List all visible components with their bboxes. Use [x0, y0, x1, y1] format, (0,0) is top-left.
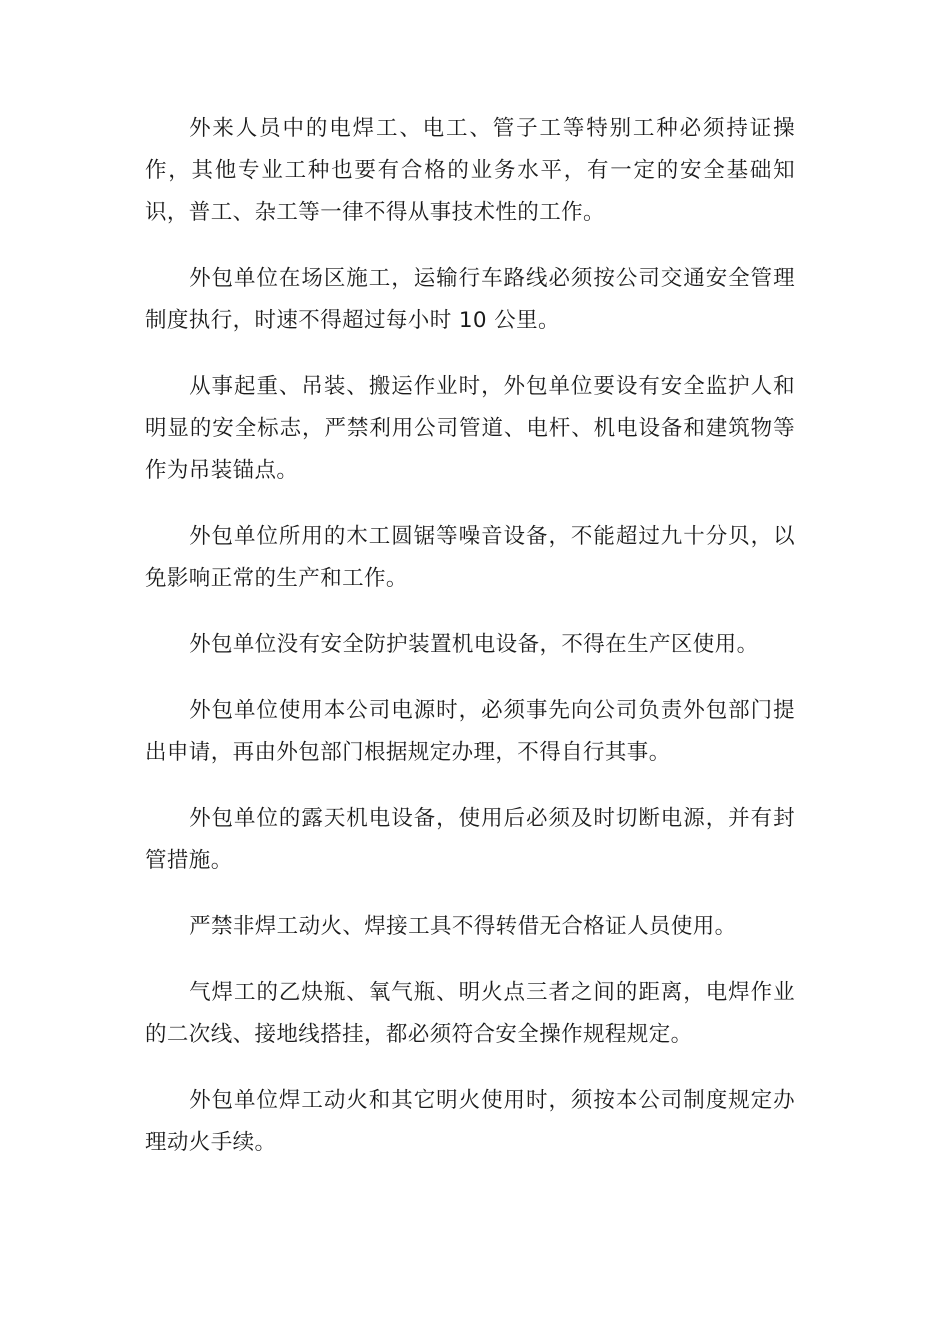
paragraph-outdoor-equipment: 外包单位的露天机电设备，使用后必须及时切断电源，并有封管措施。	[145, 806, 795, 873]
paragraph-traffic-speed: 外包单位在场区施工，运输行车路线必须按公司交通安全管理制度执行，时速不得超过每小时 10 公里。	[145, 266, 795, 333]
paragraph-hot-work-permit: 外包单位焊工动火和其它明火使用时，须按本公司制度规定办理动火手续。	[145, 1088, 795, 1155]
paragraph-lifting-work: 从事起重、吊装、搬运作业时，外包单位要设有安全监护人和明显的安全标志，严禁利用公司管道、电杆、机电设备和建筑物等作为吊装锚点。	[145, 374, 795, 483]
paragraph-protective-devices: 外包单位没有安全防护装置机电设备，不得在生产区使用。	[189, 632, 759, 657]
paragraph-power-usage: 外包单位使用本公司电源时，必须事先向公司负责外包部门提出申请，再由外包部门根据规定办理，不得自行其事。	[145, 698, 795, 765]
paragraph-noise-limit: 外包单位所用的木工圆锯等噪音设备，不能超过九十分贝，以免影响正常的生产和工作。	[145, 524, 795, 591]
paragraph-certified-workers: 外来人员中的电焊工、电工、管子工等特别工种必须持证操作，其他专业工种也要有合格的业务水平，有一定的安全基础知识，普工、杂工等一律不得从事技术性的工作。	[145, 116, 795, 225]
paragraph-gas-welding-distance: 气焊工的乙炔瓶、氧气瓶、明火点三者之间的距离，电焊作业的二次线、接地线搭挂，都必须符合安全操作规程规定。	[145, 980, 795, 1047]
paragraph-welding-restriction: 严禁非焊工动火、焊接工具不得转借无合格证人员使用。	[189, 914, 737, 939]
document-body	[145, 108, 795, 1188]
